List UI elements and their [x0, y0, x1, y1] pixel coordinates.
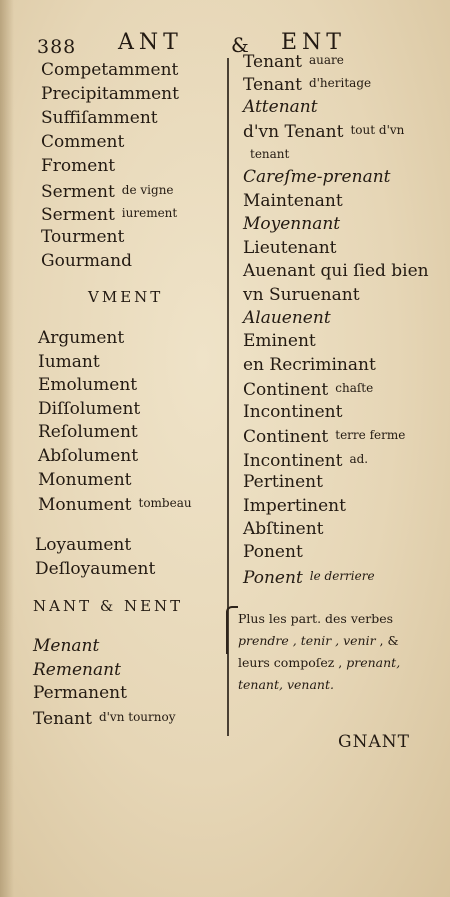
word-entry [243, 50, 344, 72]
word-entry [35, 559, 155, 579]
word-entry [243, 261, 429, 281]
word-entry [41, 108, 158, 128]
word-entry [35, 535, 131, 555]
word-entry [243, 167, 390, 187]
grammar-note [238, 608, 434, 696]
word-text: Maintenant [243, 190, 343, 211]
word-gloss: iurement [121, 206, 178, 221]
word-text: Remenant [33, 659, 121, 680]
word-entry [243, 449, 368, 471]
word-entry [243, 496, 346, 516]
word-text: Monument [38, 495, 132, 516]
word-entry [38, 399, 140, 419]
word-entry [41, 180, 174, 202]
word-entry [243, 402, 342, 422]
word-text: Incontinent [243, 450, 343, 471]
word-text: Continent [243, 427, 329, 448]
word-entry [38, 352, 100, 372]
word-entry [41, 60, 178, 80]
word-gloss: le derriere [309, 568, 375, 583]
word-gloss: tout d'vn [350, 123, 405, 138]
word-text: Attenant [243, 96, 318, 117]
word-text: Abſolument [38, 446, 139, 466]
header-left-title: ANT [118, 30, 183, 55]
word-text: Serment [41, 181, 115, 202]
word-text: Careſme-prenant [243, 167, 391, 188]
header-right-title: ENT [281, 30, 346, 55]
word-text: Precipitamment [41, 83, 179, 104]
word-entry [41, 203, 177, 225]
word-entry [243, 191, 343, 211]
word-gloss: de vigne [121, 182, 174, 197]
page-spine-shadow [0, 0, 14, 897]
word-text: Auenant qui ſied bien [243, 261, 429, 282]
word-text: Gourmand [41, 251, 132, 272]
word-text: Diſſolument [38, 398, 141, 419]
note-line-1: Plus les part. des verbes [238, 611, 394, 626]
word-text: Tourment [41, 227, 125, 248]
note-verbs: prendre , tenir , venir [238, 633, 376, 648]
note-compounds: leurs compoſez , [238, 655, 347, 670]
word-entry [243, 519, 324, 539]
note-amp: , & [375, 633, 399, 648]
word-text: Froment [41, 155, 116, 176]
word-text: Tenant [243, 52, 302, 72]
word-entry [243, 331, 316, 351]
catchword: GNANT [338, 732, 410, 752]
word-entry [38, 446, 138, 466]
word-text: Moyennant [243, 214, 341, 235]
word-text: Monument [38, 469, 132, 490]
word-text: Abſtinent [243, 519, 324, 539]
word-entry [41, 156, 115, 176]
word-gloss: d'heritage [308, 76, 372, 91]
word-entry [243, 73, 371, 95]
note-prenant: prenant, [346, 655, 401, 670]
word-entry [243, 542, 303, 562]
word-entry [243, 144, 289, 166]
note-line-2 [238, 630, 434, 652]
word-text: Continent [243, 380, 329, 401]
word-text: Emolument [38, 375, 138, 396]
word-entry [41, 227, 124, 247]
word-text: Incontinent [243, 401, 343, 422]
word-text: Permanent [33, 683, 127, 703]
word-entry [38, 493, 192, 515]
word-text: Ponent [243, 542, 303, 563]
heading-vment: VMENT [88, 288, 164, 306]
word-entry [243, 566, 375, 588]
word-text: Impertinent [243, 495, 346, 516]
word-entry [33, 636, 99, 656]
word-gloss: ad. [349, 451, 369, 466]
word-gloss: d'vn tournoy [98, 709, 176, 724]
word-entry [243, 97, 318, 117]
header-ampersand: & [231, 33, 249, 57]
word-text: Menant [33, 636, 100, 656]
word-gloss: auare [308, 53, 344, 67]
note-line-4: tenant, venant. [238, 677, 334, 692]
word-text: vn Suruenant [243, 284, 360, 305]
word-gloss: terre ferme [335, 428, 406, 443]
word-entry [243, 378, 373, 400]
word-entry [38, 328, 124, 348]
word-text: Iumant [38, 351, 100, 372]
note-line-3 [238, 652, 434, 674]
word-entry [33, 707, 176, 729]
heading-nant-nent: NANT & NENT [33, 597, 184, 615]
word-entry [243, 285, 360, 305]
word-entry [38, 375, 137, 395]
word-entry [38, 422, 138, 442]
word-entry [243, 214, 340, 234]
word-text: Ponent [243, 567, 303, 588]
word-entry [243, 120, 404, 142]
word-text: Reſolument [38, 422, 138, 443]
word-text: Suffiſamment [41, 107, 158, 128]
word-entry [243, 308, 331, 328]
word-entry [41, 84, 179, 104]
note-bracket [226, 606, 238, 654]
word-text: Tenant [33, 708, 92, 729]
word-text: Eminent [243, 331, 316, 352]
word-text: Tenant [243, 75, 302, 96]
word-entry [41, 251, 132, 271]
word-entry [38, 470, 132, 490]
page-number: 388 [37, 36, 77, 58]
word-entry [243, 238, 337, 258]
word-entry [41, 132, 124, 152]
word-text: en Recriminant [243, 354, 376, 375]
word-text: Deſloyaument [35, 558, 156, 579]
word-text: Competamment [41, 60, 179, 80]
word-text: Alauenent [243, 307, 331, 328]
word-text: Comment [41, 131, 125, 152]
word-text: Argument [38, 328, 125, 348]
word-gloss: tombeau [138, 496, 192, 511]
word-text: Loyaument [35, 535, 132, 555]
word-gloss: chaſte [335, 381, 374, 396]
word-entry [33, 660, 121, 680]
word-entry [243, 355, 376, 375]
word-text: Pertinent [243, 472, 323, 493]
word-text: Lieutenant [243, 237, 337, 258]
word-text: Serment [41, 205, 115, 226]
word-text: d'vn Tenant [243, 122, 344, 143]
word-entry [243, 472, 323, 492]
word-entry [243, 425, 405, 447]
word-entry [33, 683, 127, 703]
word-gloss: tenant [250, 146, 290, 161]
